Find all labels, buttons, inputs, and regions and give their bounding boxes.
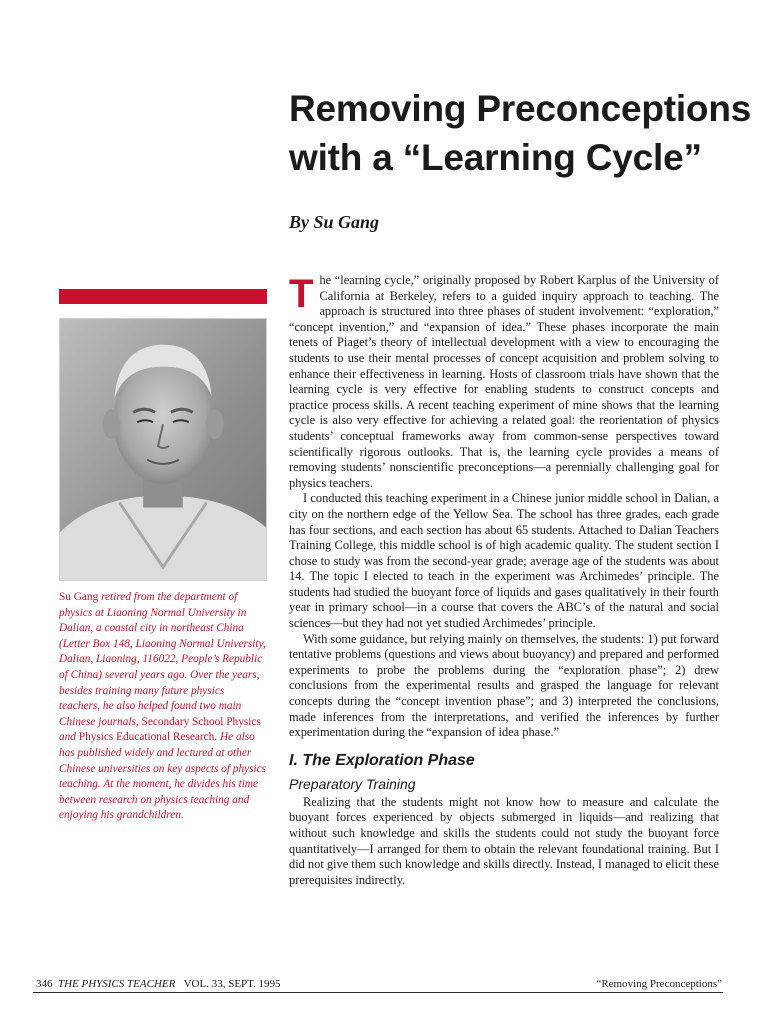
paragraph-1-text: he “learning cycle,” originally proposed by Robert Karplus of the University of California at Berkeley, refers to a guided inquiry approach to teaching. The approach is structured into three phases of student involvement: “exploration,” “concept invention,” and “expansion of idea.” These phases incorporate the main tenets of Piaget’s theory of intellectual development with a view to encouraging the students to use their mental processes of concept acquisition and problem solving to enhance their effectiveness in learning. Hosts of classroom trials have shown that the learning cycle is very effective for enabling students to construct concepts and practice process skills. A recent teaching experiment of mine shows that the learning cycle is also very effective for achieving a related goal: the reorientation of physics students’ conceptual frameworks away from common-sense perspectives toward scientifically rigorous outlooks. That is, the learning cycle provides a means of removing students’ nonscientific preconceptions—a perennially challenging goal for physics teachers. xyxy=(289,273,719,490)
bio-text-a: retired from the department of physics at Liaoning Normal University in Dalian, a coastal city in northeast China (Letter Box 148, Liaoning Normal University, Dalian, Liaoning, 116022, People’s Republic of China) several years ago. Over the years, besides training many future physics teachers, he also helped found two main Chinese journals, xyxy=(59,591,266,728)
subsection-heading: Preparatory Training xyxy=(289,775,416,792)
author-photo xyxy=(59,318,267,581)
journal-name: THE PHYSICS TEACHER xyxy=(58,978,176,990)
footer-rule xyxy=(33,992,723,993)
article-body xyxy=(289,273,719,888)
bio-journal-1: Secondary School Physics xyxy=(141,715,261,728)
article-title xyxy=(289,84,752,182)
running-title: “Removing Preconceptions” xyxy=(596,978,722,990)
page-number: 346 xyxy=(36,978,53,990)
title-line-1: Removing Preconceptions xyxy=(289,88,752,129)
drop-cap: T xyxy=(289,272,314,316)
bio-text-b: and xyxy=(59,731,76,744)
page-footer-left xyxy=(36,978,281,990)
section-heading: I. The Exploration Phase xyxy=(289,751,475,769)
paragraph-1 xyxy=(289,273,719,491)
paragraph-2: I conducted this teaching experiment in a Chinese junior middle school in Dalian, a city on the northern edge of the Yellow Sea. The school has three grades, each grade has four sections, and each section has about 65 students. Attached to Dalian Teachers Training College, this middle school is of high academic quality. The student section I chose to study was from the second-year grade; average age of the students was about 14. The topic I elected to teach in the experiment was Archimedes’ principle. The students had studied the buoyant force of liquids and gases qualitatively in their fourth year in primary school—in a course that covers the ABC’s of the natural and social sciences—but they had not yet studied Archimedes’ principle. xyxy=(289,491,719,631)
portrait-image xyxy=(60,319,266,580)
author-bio xyxy=(59,590,267,824)
bio-journal-2: Physics Educational Research. xyxy=(78,731,218,744)
paragraph-3: With some guidance, but relying mainly on themselves, the students: 1) put forward tentative problems (questions and views about buoyancy) and prepared and performed experiments to probe the problems during the “exploration phase”; 2) drew conclusions from the experimental results and grasped the language for relevant concepts during the “concept invention phase”; and 3) interpreted the conclusions, made inferences from the interpretations, and verified the inferences by further experimentation during the “expansion of idea phase.” xyxy=(289,631,719,740)
paragraph-4: Realizing that the students might not know how to measure and calculate the buoyant forces experienced by objects submerged in liquids—and realizing that without such knowledge and skills the students could not study the buoyant force quantitatively—I arranged for them to obtain the relevant foundational training. But I did not give them such knowledge and skills directly. Instead, I managed to elicit these prerequisites indirectly. xyxy=(289,794,720,887)
journal-issue: VOL. 33, SEPT. 1995 xyxy=(183,978,281,990)
bio-author-name: Su Gang xyxy=(59,591,99,603)
bio-text-c: He also has published widely and lectured at other Chinese universities on key aspects of physics teaching. At the moment, he divides his time between research on physics teaching and enjoying his grandchildren. xyxy=(59,731,267,822)
accent-bar xyxy=(59,289,267,304)
title-line-2: with a “Learning Cycle” xyxy=(289,137,702,178)
byline: By Su Gang xyxy=(289,212,380,232)
